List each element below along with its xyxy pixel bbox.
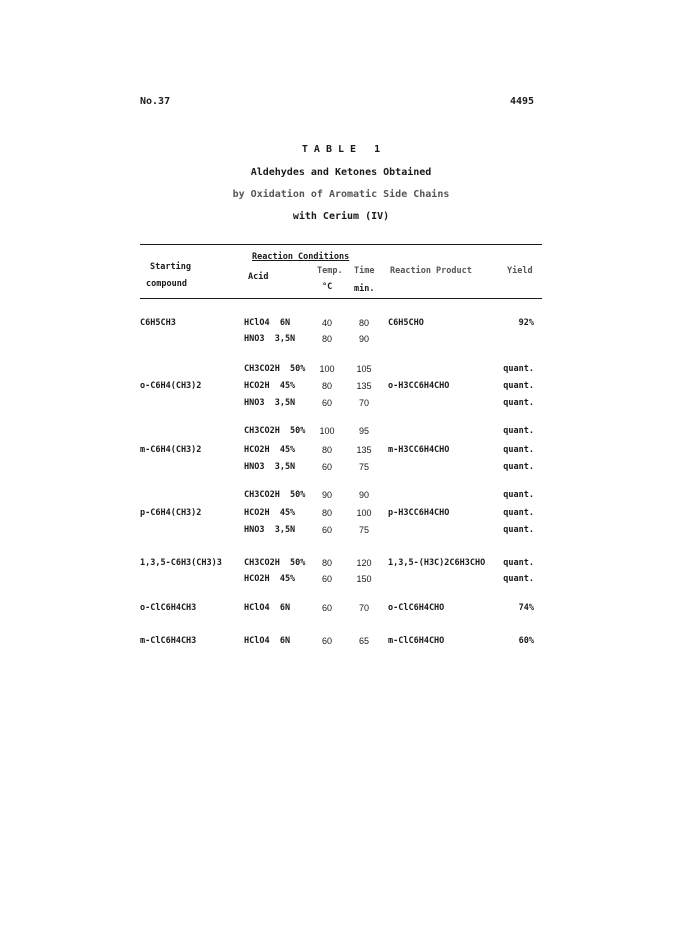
page-number: 4495 — [510, 96, 535, 107]
cell-temperature: 60 — [321, 525, 332, 535]
header-acid: Acid — [248, 272, 269, 282]
cell-time: 75 — [358, 525, 369, 535]
cell-time: 75 — [358, 462, 369, 472]
cell-temperature: 60 — [321, 462, 332, 472]
cell-yield: 74% — [518, 603, 534, 613]
table-title-line-1: Aldehydes and Ketones Obtained — [250, 167, 432, 178]
cell-yield: quant. — [503, 574, 534, 584]
cell-acid: HCO2H 45% — [244, 508, 296, 518]
cell-acid: HClO4 6N — [244, 636, 291, 646]
cell-acid: HNO3 3,5N — [244, 398, 296, 408]
cell-yield: quant. — [503, 558, 534, 568]
header-time: Time — [354, 266, 375, 276]
cell-reaction-product: p-H3CC6H4CHO — [388, 508, 450, 518]
cell-starting-compound: o-ClC6H4CH3 — [140, 603, 197, 613]
cell-time: 100 — [356, 508, 372, 518]
cell-time: 65 — [358, 636, 369, 646]
cell-temperature: 80 — [321, 445, 332, 455]
cell-temperature: 60 — [321, 636, 332, 646]
header-reaction-conditions: Reaction Conditions — [252, 252, 350, 262]
cell-acid: HNO3 3,5N — [244, 525, 296, 535]
cell-starting-compound: m-C6H4(CH3)2 — [140, 445, 202, 455]
header-time-unit: min. — [354, 284, 375, 294]
cell-temperature: 60 — [321, 574, 332, 584]
cell-time: 90 — [358, 490, 369, 500]
cell-time: 70 — [358, 603, 369, 613]
cell-acid: HNO3 3,5N — [244, 334, 296, 344]
cell-acid: HNO3 3,5N — [244, 462, 296, 472]
cell-yield: quant. — [503, 462, 534, 472]
cell-time: 105 — [356, 364, 372, 374]
cell-time: 120 — [356, 558, 372, 568]
cell-yield: quant. — [503, 508, 534, 518]
cell-reaction-product: 1,3,5-(H3C)2C6H3CHO — [388, 558, 486, 568]
table-title-line-2: by Oxidation of Aromatic Side Chains — [232, 189, 450, 200]
cell-yield: quant. — [503, 445, 534, 455]
cell-acid: HCO2H 45% — [244, 445, 296, 455]
cell-acid: HCO2H 45% — [244, 381, 296, 391]
cell-temperature: 80 — [321, 508, 332, 518]
cell-time: 95 — [358, 426, 369, 436]
cell-temperature: 100 — [319, 364, 335, 374]
cell-yield: quant. — [503, 381, 534, 391]
cell-starting-compound: p-C6H4(CH3)2 — [140, 508, 202, 518]
cell-acid: CH3CO2H 50% — [244, 558, 306, 568]
cell-acid: HCO2H 45% — [244, 574, 296, 584]
cell-starting-compound: m-ClC6H4CH3 — [140, 636, 197, 646]
header-reaction-product: Reaction Product — [390, 266, 472, 276]
page-journal-number: No.37 — [140, 96, 171, 107]
cell-starting-compound: 1,3,5-C6H3(CH3)3 — [140, 558, 222, 568]
table-top-rule — [140, 244, 542, 245]
cell-temperature: 40 — [321, 318, 332, 328]
cell-temperature: 60 — [321, 398, 332, 408]
cell-temperature: 90 — [321, 490, 332, 500]
cell-starting-compound: C6H5CH3 — [140, 318, 176, 328]
header-yield: Yield — [507, 266, 533, 276]
cell-time: 135 — [356, 445, 372, 455]
cell-reaction-product: m-ClC6H4CHO — [388, 636, 445, 646]
header-temp-unit: °C — [322, 282, 333, 292]
cell-reaction-product: C6H5CHO — [388, 318, 424, 328]
header-compound: compound — [146, 279, 187, 289]
cell-yield: 92% — [518, 318, 534, 328]
cell-reaction-product: o-H3CC6H4CHO — [388, 381, 450, 391]
cell-yield: 60% — [518, 636, 534, 646]
cell-yield: quant. — [503, 490, 534, 500]
cell-time: 150 — [356, 574, 372, 584]
cell-acid: CH3CO2H 50% — [244, 364, 306, 374]
table-header-rule — [140, 298, 542, 299]
cell-temperature: 80 — [321, 334, 332, 344]
cell-acid: HClO4 6N — [244, 603, 291, 613]
cell-acid: HClO4 6N — [244, 318, 291, 328]
table-label: T A B L E 1 — [301, 144, 381, 155]
cell-yield: quant. — [503, 525, 534, 535]
cell-time: 135 — [356, 381, 372, 391]
cell-time: 70 — [358, 398, 369, 408]
header-temp: Temp. — [317, 266, 343, 276]
cell-temperature: 80 — [321, 381, 332, 391]
cell-temperature: 100 — [319, 426, 335, 436]
table-title-line-3: with Cerium (IV) — [292, 211, 390, 222]
cell-acid: CH3CO2H 50% — [244, 490, 306, 500]
cell-reaction-product: o-ClC6H4CHO — [388, 603, 445, 613]
cell-temperature: 60 — [321, 603, 332, 613]
cell-yield: quant. — [503, 398, 534, 408]
cell-temperature: 80 — [321, 558, 332, 568]
cell-acid: CH3CO2H 50% — [244, 426, 306, 436]
cell-yield: quant. — [503, 426, 534, 436]
cell-time: 80 — [358, 318, 369, 328]
cell-starting-compound: o-C6H4(CH3)2 — [140, 381, 202, 391]
cell-time: 90 — [358, 334, 369, 344]
header-starting: Starting — [150, 262, 191, 272]
cell-reaction-product: m-H3CC6H4CHO — [388, 445, 450, 455]
cell-yield: quant. — [503, 364, 534, 374]
